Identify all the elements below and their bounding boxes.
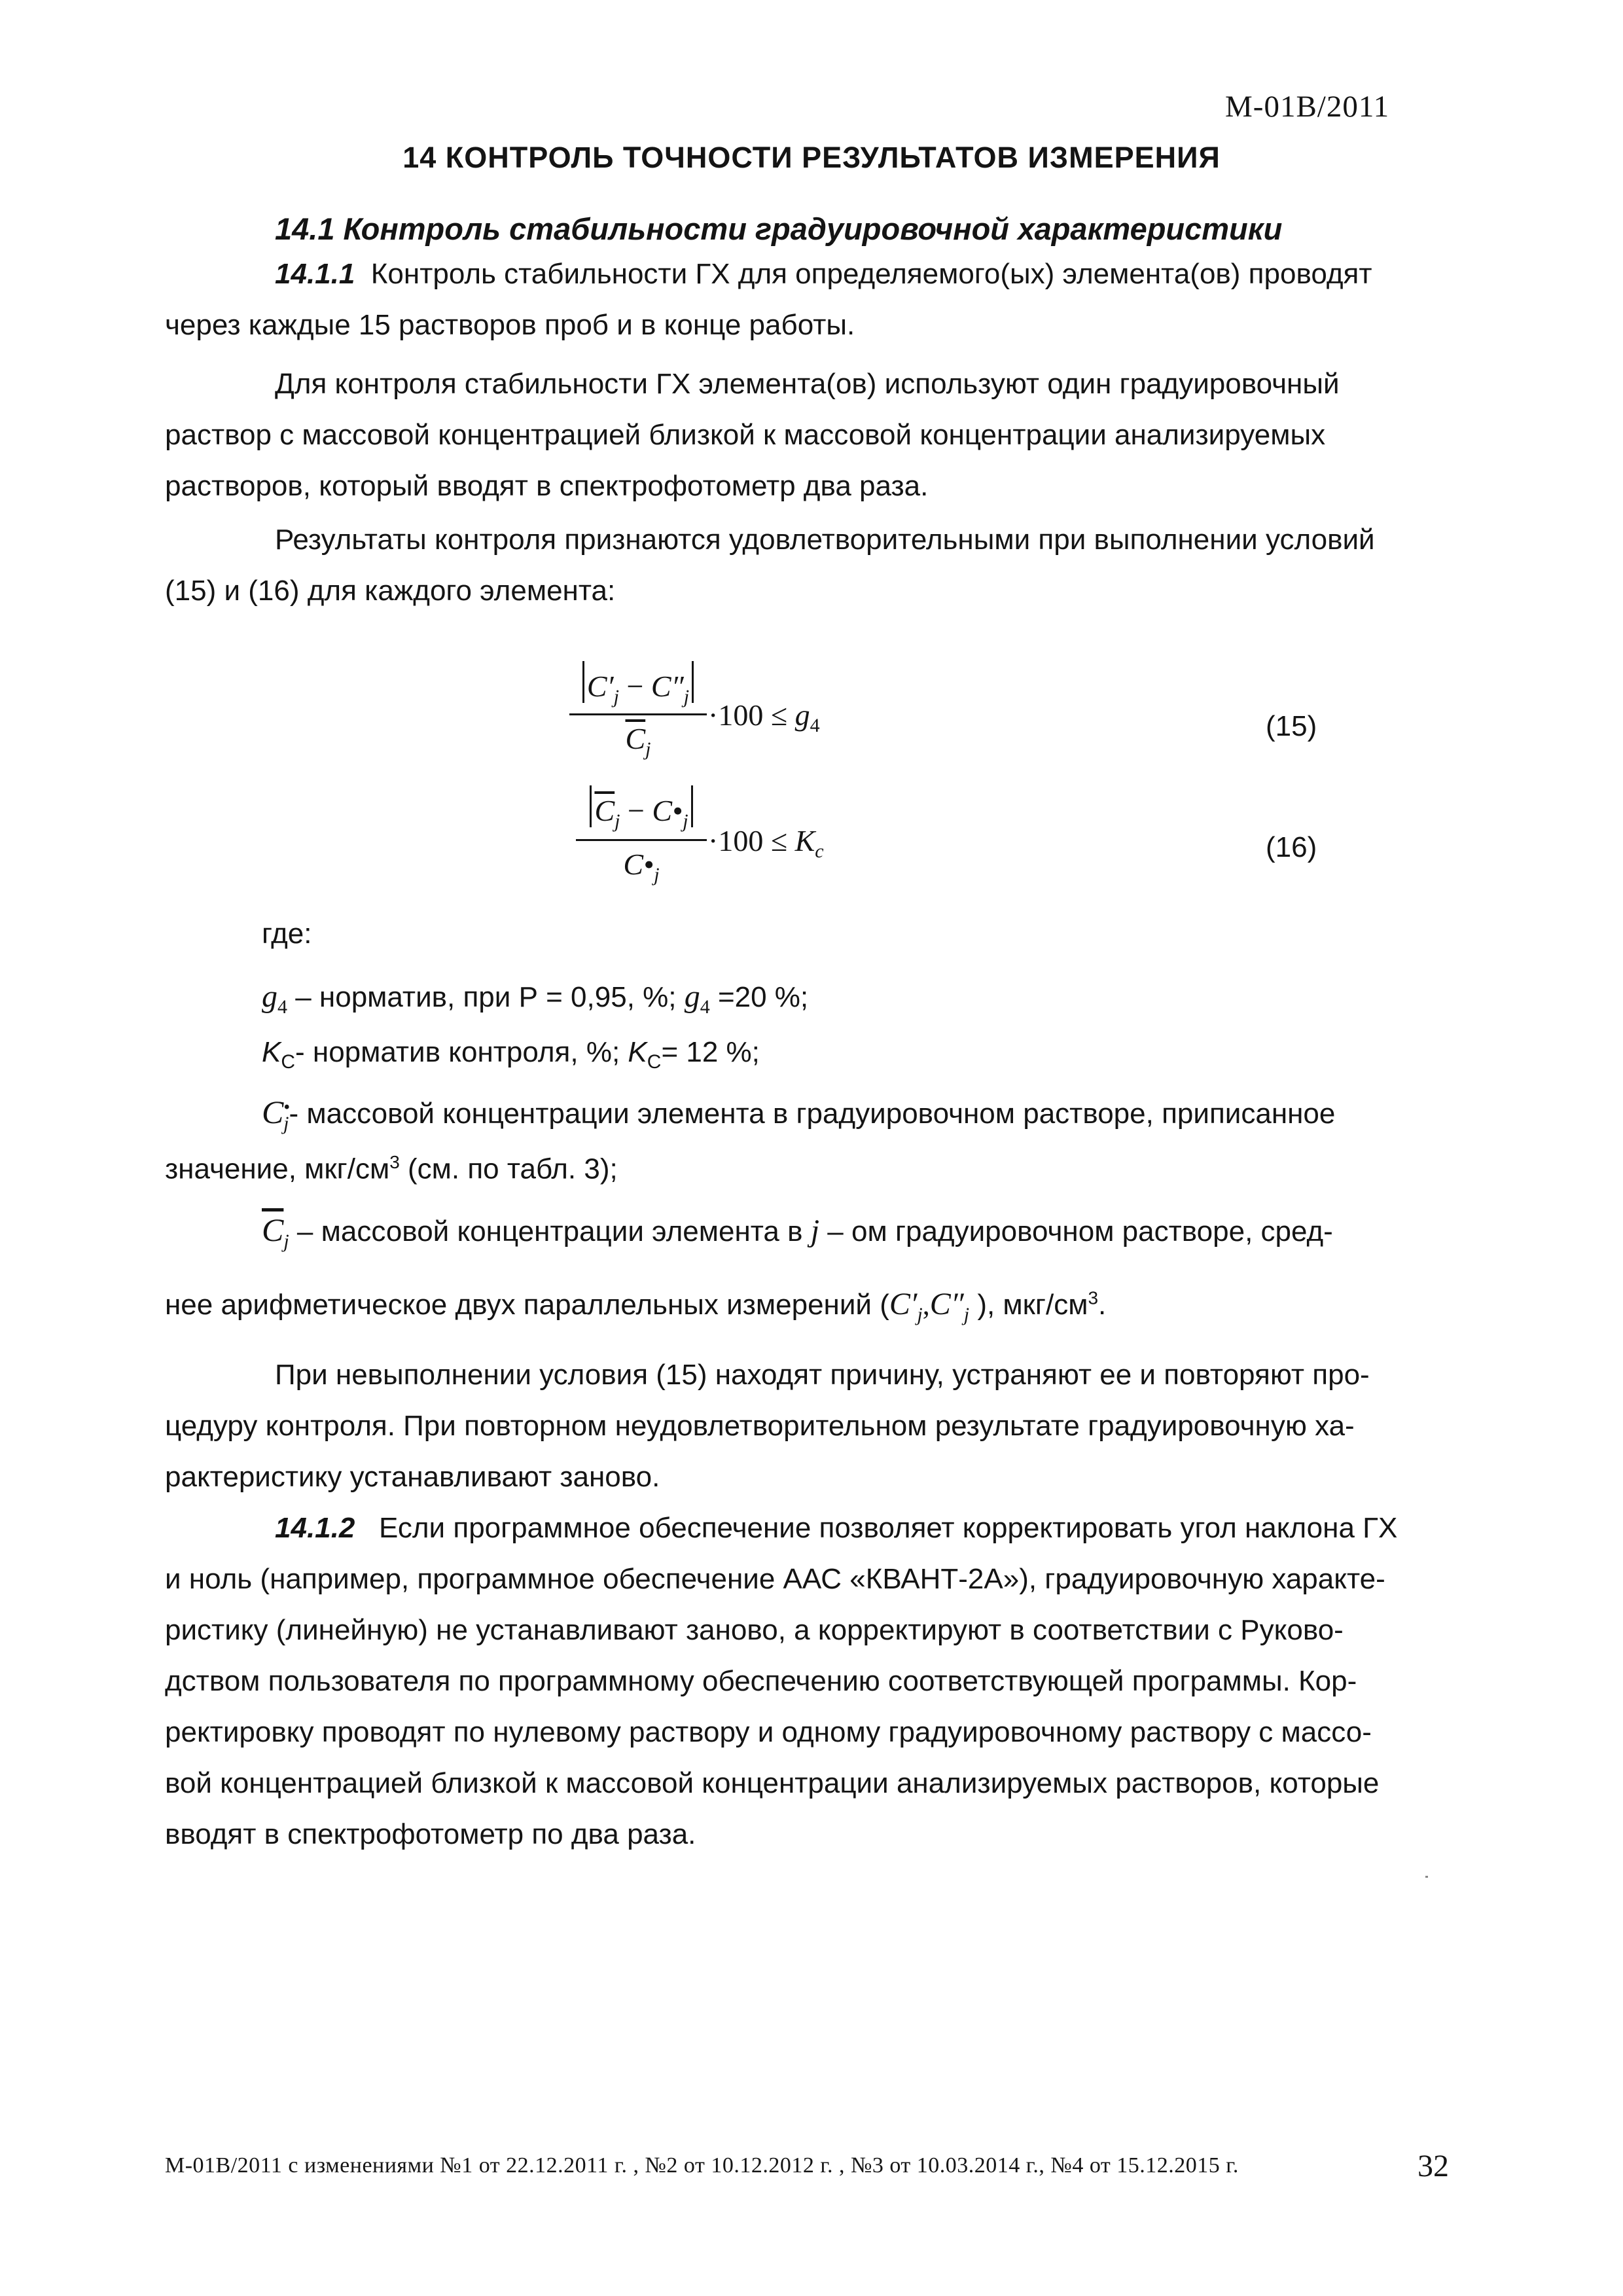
clause-number: 14.1.2 [275,1512,355,1544]
formula-15-rhs: $\cdot 100 \le g_4$ [708,698,820,737]
fraction-line [576,839,707,841]
abs-bar [692,661,694,703]
footer-revisions: М-01В/2011 с изменениями №1 от 22.12.2011 г. , №2 от 10.12.2012 г. , №3 от 10.03.2014 г., №4 от 15.12.2015 г. [165,2153,1239,2178]
equation-number-15: (15) [1266,710,1317,742]
text-line: Для контроля стабильности ГХ элемента(ов) используют один градуировочный [275,368,1340,400]
text-line: цедуру контроля. При повторном неудовлетворительном результате градуировочную ха- [165,1410,1355,1442]
text-line: дством пользователя по программному обеспечению соответствующей программы. Кор- [165,1665,1357,1697]
definition-g4: $g_4$ – норматив, при Р = 0,95, %; $g_4 =20$ %; [262,979,809,1018]
formula-16-denominator: $C•_j$ [623,848,660,886]
text-line: растворов, который вводят в спектрофотометр два раза. [165,470,929,502]
text-line: Контроль стабильности ГХ для определяемого(ых) элемента(ов) проводят [370,258,1372,290]
abs-bar [691,785,693,827]
formula-15-fraction [569,661,707,772]
definition-cj-star: $C^•_j-$ массовой концентрации элемента в градуировочном растворе, приписанное [262,1094,1336,1134]
paragraph-failure [165,1350,1471,1503]
text-line: При невыполнении условия (15) находят причину, устраняют ее и повторяют про- [275,1359,1370,1391]
text-line: и ноль (например, программное обеспечение ААС «КВАНТ-2А»), градуировочную характе- [165,1563,1385,1595]
definition-cj-star-cont: значение, мкг/$см^3$ (см. по табл. 3); [165,1152,618,1185]
paragraph-14-1-2 [165,1503,1471,1860]
scan-speck [1425,1876,1428,1878]
definition-cj-bar: $\overline{C}_j$ – массовой концентрации элемента в j – ом градуировочном растворе, сред- [262,1211,1333,1252]
section-title: 14 КОНТРОЛЬ ТОЧНОСТИ РЕЗУЛЬТАТОВ ИЗМЕРЕНИЯ [402,141,1221,174]
paragraph-control-method [165,359,1471,512]
abs-bar [590,785,592,827]
formula-16-fraction [576,785,707,897]
text-line: ристику (линейную) не устанавливают заново, а корректируют в соответствии с Руково- [165,1614,1344,1646]
text-line: рактеристику устанавливают заново. [165,1461,660,1493]
text-line: (15) и (16) для каждого элемента: [165,575,616,607]
text-line: через каждые 15 растворов проб и в конце работы. [165,309,855,341]
where-label: где: [262,918,312,950]
paragraph-14-1-1 [165,249,1471,351]
fraction-line [569,713,707,715]
definition-kc: $K_C-$ норматив контроля, %; $K_C= 12$ %; [262,1036,760,1073]
equation-number-16: (16) [1266,831,1317,863]
subsection-title: 14.1 Контроль стабильности градуировочной характеристики [275,211,1283,246]
page-number: 32 [1418,2149,1449,2183]
abs-bar [582,661,584,703]
formula-16-rhs: $\cdot 100 \le K_c$ [708,824,824,863]
formula-16 [576,785,877,897]
text-line: Результаты контроля признаются удовлетворительными при выполнении условий [275,524,1375,556]
formula-15-denominator: $\overline{C}_j$ [625,722,651,761]
text-line: раствор с массовой концентрацией близкой к массовой концентрации анализируемых [165,419,1326,451]
paragraph-results [165,514,1471,617]
formula-15-numerator: $C'_j - C''_j$ [569,661,707,708]
text-line: вой концентрацией близкой к массовой концентрации анализируемых растворов, которые [165,1767,1380,1799]
formula-15 [569,661,870,772]
text-line: вводят в спектрофотометр по два раза. [165,1818,696,1850]
clause-number: 14.1.1 [275,258,355,290]
definition-cj-bar-cont: нее арифметическое двух параллельных измерений ($C'_j,C''_j$ ), мкг/$см^3$. [165,1287,1107,1325]
text-line: Если программное обеспечение позволяет корректировать угол наклона ГХ [379,1512,1398,1544]
document-code: М-01В/2011 [1225,90,1390,124]
formula-16-numerator: $\overline{C}_j$ − $C•_j$ [576,785,707,833]
text-line: ректировку проводят по нулевому раствору и одному градуировочному раствору с массо- [165,1716,1372,1748]
